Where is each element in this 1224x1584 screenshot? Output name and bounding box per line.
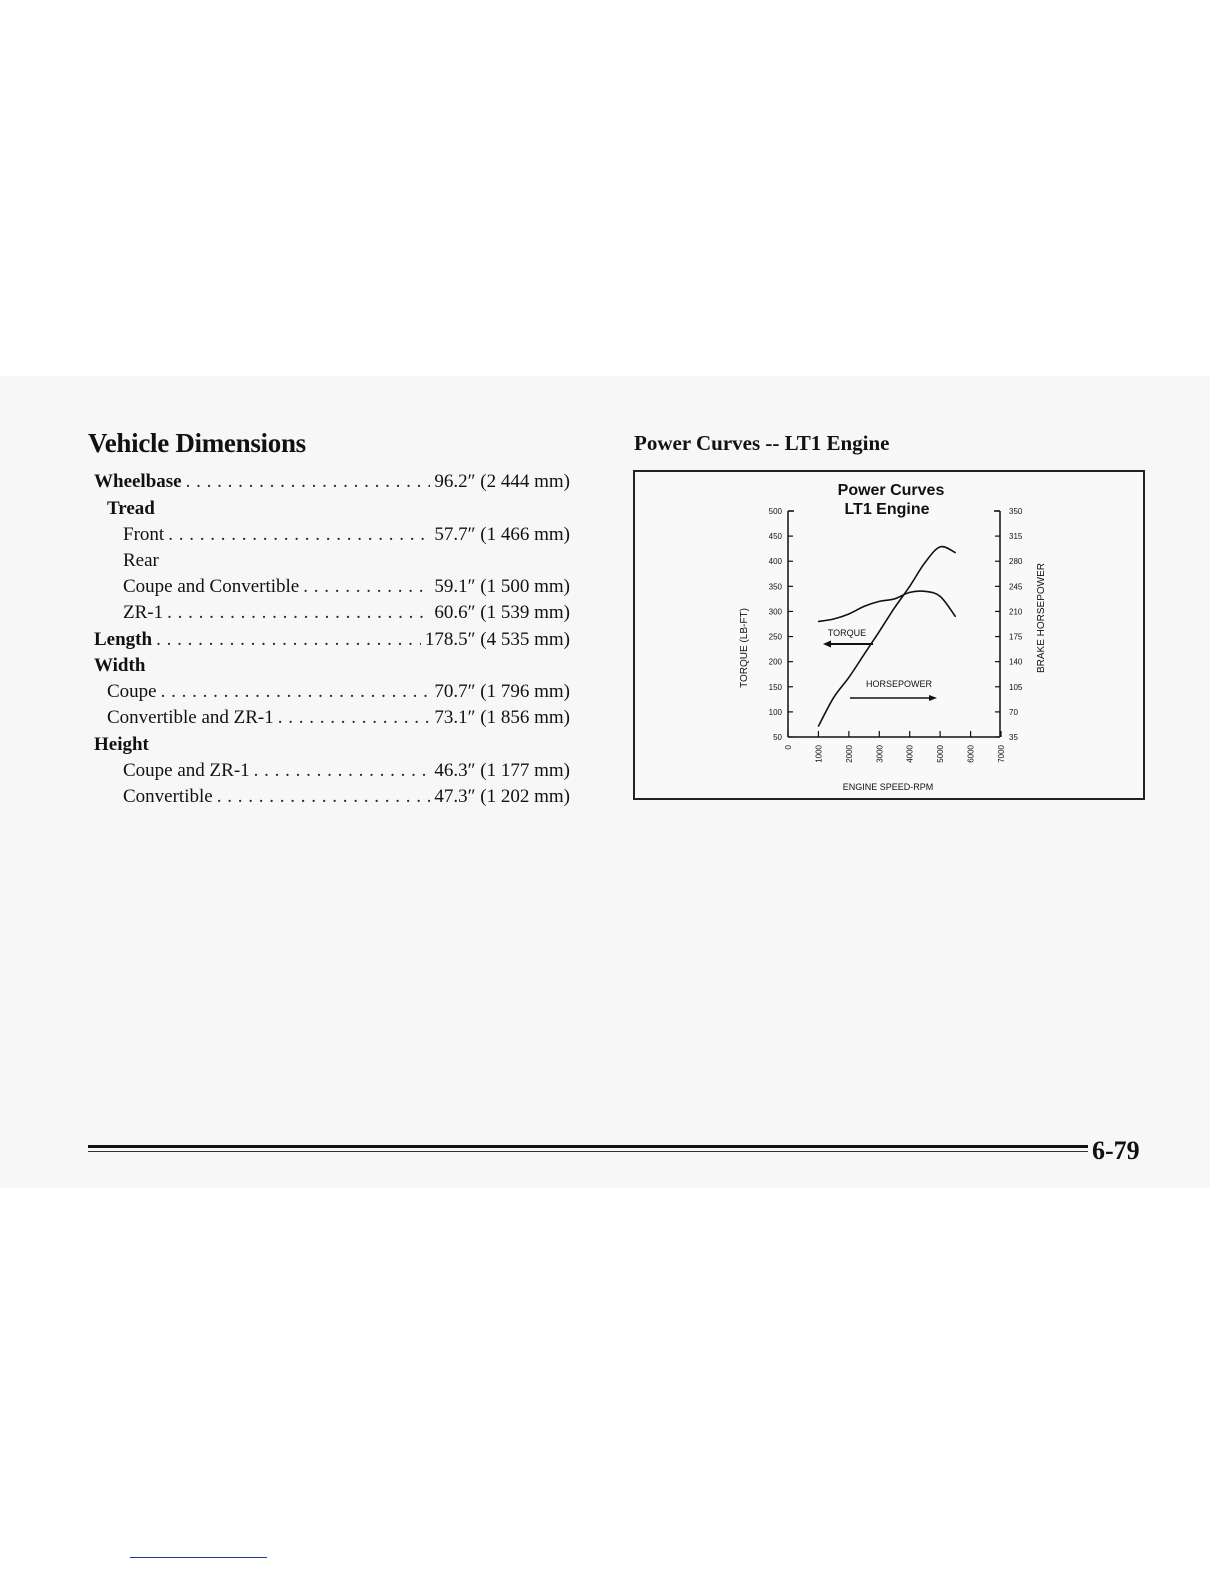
spec-label: Convertible [123,786,213,807]
y-axis-label: TORQUE (LB-FT) [739,608,750,688]
spec-row-height-coupe-zr1 [123,759,570,783]
y-tick-label: 300 [768,607,782,617]
x-tick-label: 0 [784,745,793,750]
rear-heading: Rear [123,550,159,571]
spec-value: 178.5″ (4 535 mm) [424,629,570,650]
y2-tick-label: 35 [1009,733,1018,742]
torque-curve [818,591,955,621]
x-tick-label: 2000 [844,745,854,763]
chart-title: Power Curves [837,482,945,499]
dot-leader [156,628,421,652]
dot-leader [303,575,430,599]
spec-value: 59.1″ (1 500 mm) [434,576,570,597]
dot-leader [161,680,431,704]
horsepower-point [894,607,895,608]
spec-value: 73.1″ (1 856 mm) [434,707,570,728]
horsepower-point [940,546,941,547]
y-tick-label: 50 [773,733,782,742]
footer-rule-thin [88,1151,1088,1152]
y-tick-label: 400 [768,557,782,567]
torque-point [818,621,819,622]
torque-point [894,598,895,599]
y2-tick-label: 175 [1009,632,1023,642]
torque-point [924,591,925,592]
page-number: 6-79 [1092,1136,1140,1165]
dot-leader [278,706,431,730]
y-tick-label: 350 [768,582,782,592]
tread-heading: Tread [107,498,155,519]
x-axis-label: ENGINE SPEED-RPM [842,782,934,792]
horsepower-point [924,562,925,563]
horsepower-point [909,586,910,587]
torque-point [940,596,941,597]
power-curves-title: Power Curves -- LT1 Engine [634,431,890,455]
spec-row-front [123,523,570,547]
y-tick-label: 200 [768,657,782,667]
spec-value: 57.7″ (1 466 mm) [434,524,570,545]
torque-point [955,616,956,617]
spec-label: Coupe [107,681,157,702]
dot-leader [167,601,430,625]
y-tick-label: 450 [768,532,782,542]
x-tick-label: 7000 [997,745,1006,763]
height-heading: Height [94,734,149,755]
spec-value: 46.3″ (1 177 mm) [434,760,570,781]
spec-row-wheelbase [94,470,570,494]
dot-leader [254,759,431,783]
y-tick-label: 100 [768,707,782,717]
torque-point [848,613,849,614]
y2-axis-label: BRAKE HORSEPOWER [1036,562,1047,674]
torque-point [833,618,834,619]
power-curves-chart-frame [633,470,1145,800]
horsepower-point [879,631,880,632]
horsepower-annotation: HORSEPOWER [865,679,933,689]
y-tick-label: 500 [768,507,782,516]
dot-leader [217,785,431,809]
torque-point [863,606,864,607]
y2-tick-label: 245 [1009,582,1023,592]
torque-point [879,601,880,602]
x-tick-label: 5000 [936,745,946,763]
horsepower-point [863,654,864,655]
y2-tick-label: 315 [1009,532,1023,542]
spec-value: 60.6″ (1 539 mm) [434,602,570,623]
horsepower-point [818,726,819,727]
spec-label: Convertible and ZR-1 [107,707,274,728]
x-tick-label: 4000 [905,745,915,763]
dimensions-title: Vehicle Dimensions [88,428,306,458]
chart-subtitle: LT1 Engine [844,501,930,518]
dot-leader [186,470,431,494]
spec-row-width-coupe [107,680,570,704]
x-tick-label: 6000 [966,745,976,763]
footer-rule [88,1145,1088,1148]
x-tick-label: 3000 [875,745,885,763]
y2-tick-label: 350 [1009,507,1023,516]
spec-row-length [94,628,570,652]
y2-tick-label: 210 [1009,607,1023,617]
width-heading: Width [94,655,146,676]
spec-row-zr1 [123,601,570,625]
y2-tick-label: 105 [1009,682,1023,692]
spec-row-height-convertible [123,785,570,809]
y2-tick-label: 140 [1009,657,1023,667]
spec-label: ZR-1 [123,602,164,623]
spec-label: Coupe and ZR-1 [123,760,250,781]
horsepower-point [955,552,956,553]
spec-value: 70.7″ (1 796 mm) [434,681,570,702]
power-curves-chart [635,472,1143,798]
dot-leader [168,523,430,547]
spec-row-width-convertible-zr1 [107,706,570,730]
chart-marks [818,546,956,727]
x-tick-label: 1000 [814,745,824,763]
y2-tick-label: 70 [1009,707,1018,717]
y2-tick-label: 280 [1009,557,1023,567]
spec-label: Wheelbase [94,471,182,492]
torque-point [909,592,910,593]
torque-annotation: TORQUE [827,628,867,638]
horsepower-point [848,677,849,678]
spec-value: 96.2″ (2 444 mm) [434,471,570,492]
link-underline [130,1557,267,1558]
spec-label: Length [94,629,153,650]
horsepower-point [833,697,834,698]
spec-label: Front [123,524,165,545]
y-tick-label: 250 [768,632,782,642]
spec-label: Coupe and Convertible [123,576,300,597]
spec-value: 47.3″ (1 202 mm) [434,786,570,807]
spec-row-coupe-convertible [123,575,570,599]
horsepower-arrow-head [929,695,937,701]
chart-axes [769,507,1023,763]
y-tick-label: 150 [768,682,782,692]
